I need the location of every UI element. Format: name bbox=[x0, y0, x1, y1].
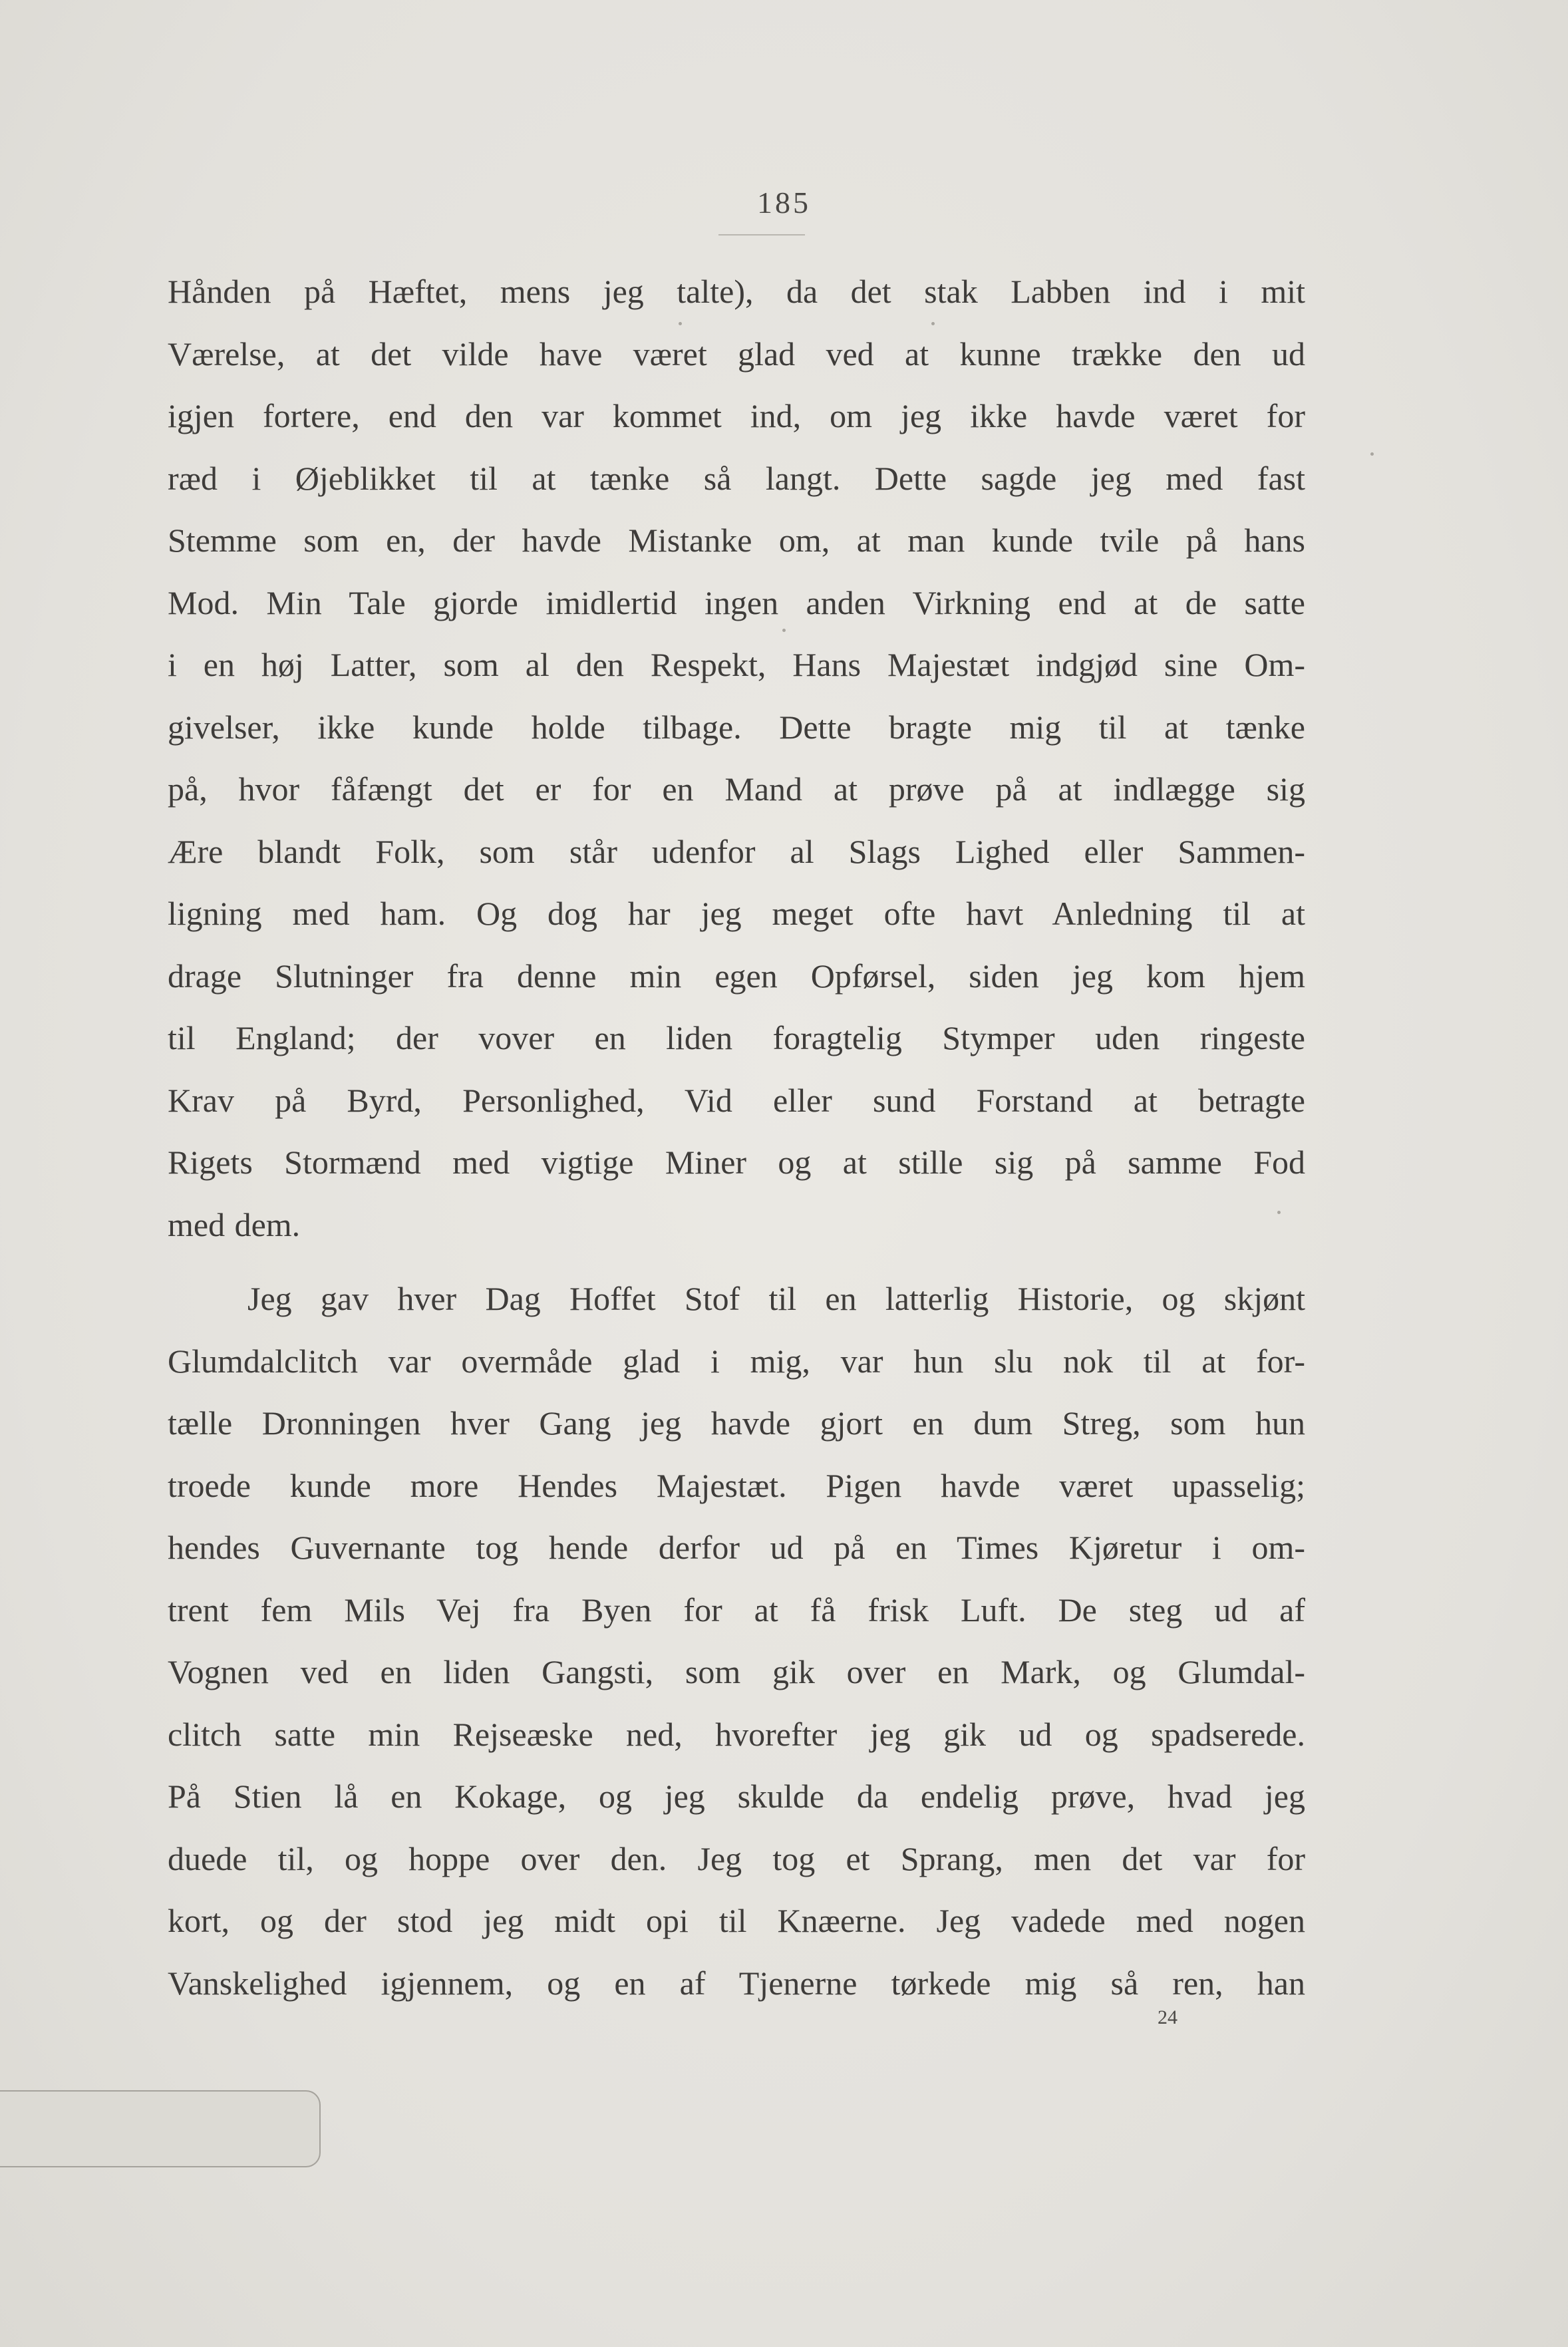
paragraph-gap bbox=[168, 1256, 1305, 1268]
text-line: Krav på Byrd, Personlighed, Vid eller sund Forstand at betragte bbox=[168, 1081, 1305, 1119]
text-line: duede til, og hoppe over den. Jeg tog et Sprang, men det var for bbox=[168, 1839, 1305, 1877]
body-text bbox=[168, 261, 1305, 2014]
text-line: ræd i Øjeblikket til at tænke så langt. Dette sagde jeg med fast bbox=[168, 459, 1305, 497]
text-line: Stemme som en, der havde Mistanke om, at man kunde tvile på hans bbox=[168, 522, 1305, 559]
text-line: på, hvor fåfængt det er for en Mand at prøve på at indlægge sig bbox=[168, 770, 1305, 808]
page-tab-strip bbox=[0, 2090, 321, 2167]
paper-speck bbox=[679, 322, 682, 325]
text-line: clitch satte min Rejseæske ned, hvorefter jeg gik ud og spadserede. bbox=[168, 1715, 1305, 1753]
paper-speck bbox=[931, 322, 935, 325]
text-line: Vognen ved en liden Gangsti, som gik over en Mark, og Glumdal- bbox=[168, 1653, 1305, 1690]
text-line: Rigets Stormænd med vigtige Miner og at stille sig på samme Fod bbox=[168, 1144, 1305, 1181]
header-rule bbox=[718, 234, 805, 235]
text-line: Værelse, at det vilde have været glad ved at kunne trække den ud bbox=[168, 335, 1305, 373]
paragraph-2 bbox=[168, 1268, 1305, 2014]
paper-speck bbox=[1277, 1211, 1281, 1214]
page-number: 185 bbox=[757, 186, 811, 220]
text-line: ligning med ham. Og dog har jeg meget ofte havt Anledning til at bbox=[168, 895, 1305, 932]
text-line: Mod. Min Tale gjorde imidlertid ingen anden Virkning end at de satte bbox=[168, 583, 1305, 621]
text-line: hendes Guvernante tog hende derfor ud på en Times Kjøretur i om- bbox=[168, 1529, 1305, 1566]
text-line: givelser, ikke kunde holde tilbage. Dette bragte mig til at tænke bbox=[168, 708, 1305, 746]
text-line: igjen fortere, end den var kommet ind, om jeg ikke havde været for bbox=[168, 397, 1305, 434]
paper-speck bbox=[782, 629, 786, 632]
paragraph-1 bbox=[168, 261, 1305, 1256]
text-line: kort, og der stod jeg midt opi til Knæerne. Jeg vadede med nogen bbox=[168, 1902, 1305, 1939]
text-line: Jeg gav hver Dag Hoffet Stof til en latterlig Historie, og skjønt bbox=[247, 1280, 1305, 1317]
text-line: med dem. bbox=[168, 1205, 301, 1243]
text-line: troede kunde more Hendes Majestæt. Pigen havde været upasselig; bbox=[168, 1466, 1305, 1504]
signature-mark: 24 bbox=[1158, 2006, 1177, 2028]
text-line: til England; der vover en liden foragtelig Stymper uden ringeste bbox=[168, 1019, 1305, 1056]
text-line: tælle Dronningen hver Gang jeg havde gjort en dum Streg, som hun bbox=[168, 1404, 1305, 1442]
text-line: Hånden på Hæftet, mens jeg talte), da det stak Labben ind i mit bbox=[168, 273, 1305, 310]
text-line: Glumdalclitch var overmåde glad i mig, var hun slu nok til at for- bbox=[168, 1342, 1305, 1380]
text-line: drage Slutninger fra denne min egen Opførsel, siden jeg kom hjem bbox=[168, 957, 1305, 995]
text-line: i en høj Latter, som al den Respekt, Hans Majestæt indgjød sine Om- bbox=[168, 646, 1305, 683]
text-line: På Stien lå en Kokage, og jeg skulde da endelig prøve, hvad jeg bbox=[168, 1778, 1305, 1815]
text-line: trent fem Mils Vej fra Byen for at få frisk Luft. De steg ud af bbox=[168, 1591, 1305, 1629]
paper-speck bbox=[1370, 452, 1374, 456]
text-line: Vanskelighed igjennem, og en af Tjenerne tørkede mig så ren, han bbox=[168, 1964, 1305, 2002]
text-line: Ære blandt Folk, som står udenfor al Slags Lighed eller Sammen- bbox=[168, 832, 1305, 870]
